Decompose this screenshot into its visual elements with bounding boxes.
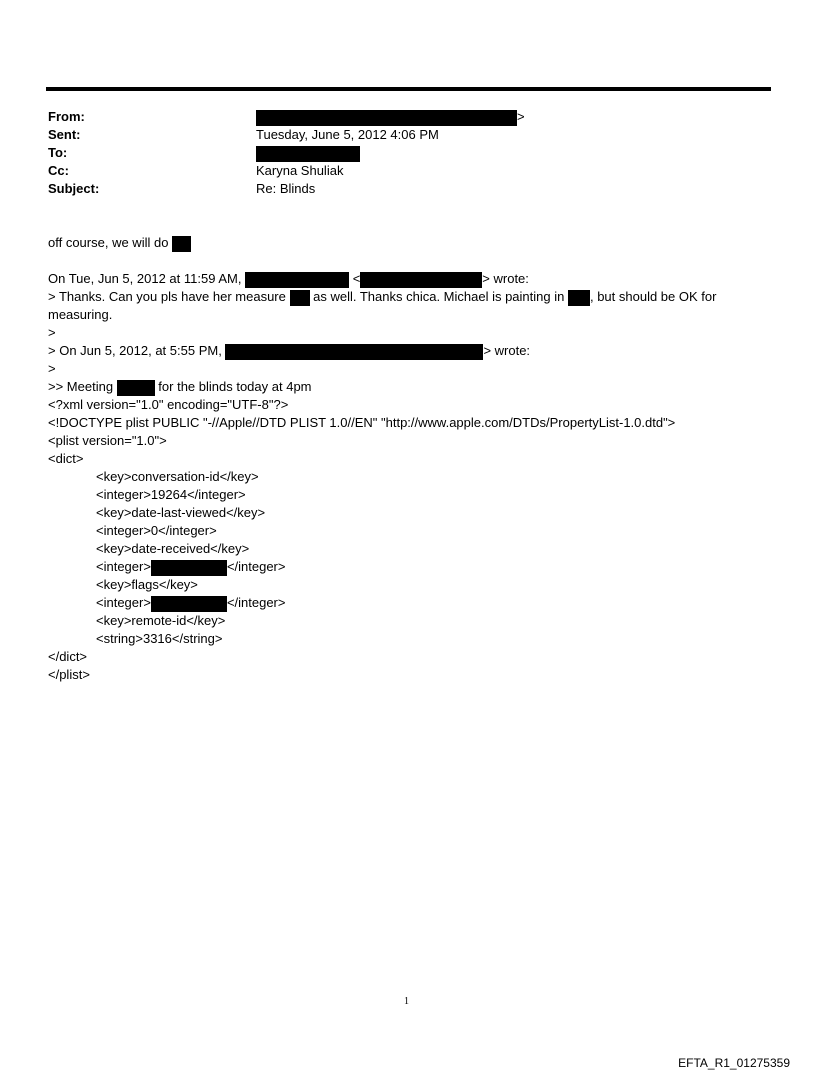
redaction bbox=[151, 596, 227, 612]
xml-text: <key>remote-id</key> bbox=[96, 613, 226, 628]
xml-line bbox=[48, 414, 675, 432]
sent-label: Sent: bbox=[48, 127, 81, 142]
xml-text: <key>flags</key> bbox=[96, 577, 198, 592]
xml-line bbox=[96, 468, 259, 486]
xml-text: <integer> bbox=[96, 559, 151, 574]
xml-line bbox=[48, 450, 83, 468]
quote-line bbox=[48, 378, 312, 396]
redaction bbox=[290, 290, 310, 306]
xml-text: <dict> bbox=[48, 451, 84, 466]
cc-label: Cc: bbox=[48, 163, 69, 178]
from-suffix: > bbox=[517, 109, 525, 124]
xml-text: </integer> bbox=[226, 559, 286, 574]
header-rule bbox=[46, 87, 771, 91]
xml-text: <integer>0</integer> bbox=[96, 523, 217, 538]
document-id: EFTA_R1_01275359 bbox=[678, 1056, 790, 1070]
xml-line bbox=[48, 432, 167, 450]
xml-text: <key>conversation-id</key> bbox=[96, 469, 259, 484]
quote-line bbox=[48, 288, 716, 306]
xml-text: </dict> bbox=[48, 649, 88, 664]
redaction bbox=[151, 560, 227, 576]
xml-line bbox=[96, 558, 285, 576]
page-number: 1 bbox=[404, 996, 409, 1007]
cc-value: Karyna Shuliak bbox=[256, 163, 344, 178]
body-text: , but should be OK for bbox=[589, 289, 717, 304]
xml-line bbox=[96, 540, 249, 558]
quote-header-line bbox=[48, 270, 529, 288]
xml-line bbox=[96, 522, 217, 540]
xml-line bbox=[96, 486, 246, 504]
xml-line bbox=[48, 648, 87, 666]
body-text: for the blinds today at 4pm bbox=[158, 379, 312, 394]
body-text: off course, we will do bbox=[48, 235, 169, 250]
redaction bbox=[256, 110, 517, 126]
body-line bbox=[48, 234, 191, 252]
xml-line bbox=[96, 504, 265, 522]
redaction bbox=[245, 272, 349, 288]
quote-line bbox=[48, 360, 56, 378]
xml-text: <integer> bbox=[96, 595, 151, 610]
from-label: From: bbox=[48, 109, 85, 124]
redaction bbox=[117, 380, 155, 396]
redaction bbox=[225, 344, 483, 360]
sent-value: Tuesday, June 5, 2012 4:06 PM bbox=[256, 127, 439, 142]
body-text: > On Jun 5, 2012, at 5:55 PM, bbox=[48, 343, 222, 358]
xml-text: <?xml version="1.0" encoding="UTF-8"?> bbox=[48, 397, 289, 412]
subject-label: Subject: bbox=[48, 181, 100, 196]
xml-line bbox=[48, 396, 288, 414]
xml-line bbox=[96, 576, 198, 594]
body-text: > Thanks. Can you pls have her measure bbox=[48, 289, 286, 304]
quote-line bbox=[48, 306, 112, 324]
body-text: as well. Thanks chica. Michael is painting in bbox=[313, 289, 565, 304]
body-text: > wrote: bbox=[482, 271, 529, 286]
xml-text: </plist> bbox=[48, 667, 90, 682]
xml-text: <!DOCTYPE plist PUBLIC "-//Apple//DTD PLIST 1.0//EN" "http://www.apple.com/DTDs/PropertyList-1.0.dtd"> bbox=[48, 415, 676, 430]
xml-text: <key>date-last-viewed</key> bbox=[96, 505, 266, 520]
xml-text: <key>date-received</key> bbox=[96, 541, 250, 556]
to-value bbox=[256, 144, 360, 162]
redaction bbox=[172, 236, 191, 252]
body-text: measuring. bbox=[48, 307, 113, 322]
xml-line bbox=[96, 630, 222, 648]
redaction bbox=[568, 290, 590, 306]
body-text: > wrote: bbox=[483, 343, 531, 358]
body-text: > bbox=[48, 325, 56, 340]
from-value bbox=[256, 108, 525, 126]
quote-line bbox=[48, 324, 56, 342]
redaction bbox=[360, 272, 482, 288]
xml-text: <integer>19264</integer> bbox=[96, 487, 246, 502]
redaction bbox=[256, 146, 360, 162]
subject-value: Re: Blinds bbox=[256, 181, 316, 196]
body-text: > bbox=[48, 361, 56, 376]
xml-text: <string>3316</string> bbox=[96, 631, 223, 646]
body-text: On Tue, Jun 5, 2012 at 11:59 AM, bbox=[48, 271, 242, 286]
quote-line bbox=[48, 342, 530, 360]
body-text: < bbox=[352, 271, 361, 286]
xml-line bbox=[48, 666, 90, 684]
xml-line bbox=[96, 594, 285, 612]
xml-text: </integer> bbox=[226, 595, 286, 610]
xml-line bbox=[96, 612, 225, 630]
to-label: To: bbox=[48, 145, 68, 160]
xml-text: <plist version="1.0"> bbox=[48, 433, 167, 448]
body-text: >> Meeting bbox=[48, 379, 114, 394]
